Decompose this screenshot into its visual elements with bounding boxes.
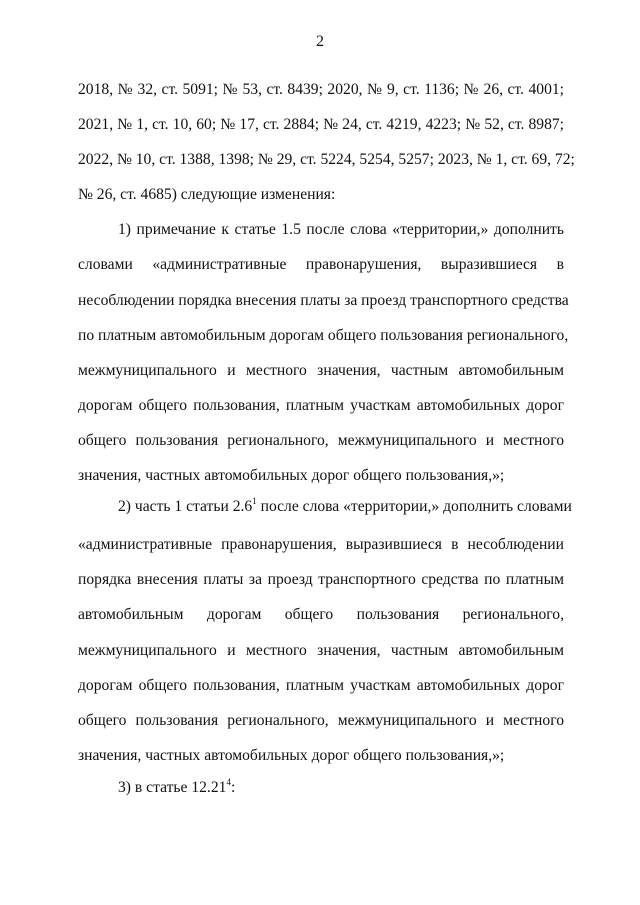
item-2-line	[78, 496, 572, 517]
superscript: 4	[226, 777, 231, 787]
text-fragment: 2) часть 1 статьи 2.6	[118, 498, 253, 515]
item-1-line: 1) примечание к статье 1.5 после слова «территории,» дополнить	[118, 221, 564, 238]
text-line: «административные правонарушения, выразившиеся в несоблюдении	[78, 536, 564, 553]
text-line: автомобильным дорогам общего пользования регионального,	[78, 606, 564, 623]
text-line: несоблюдении порядка внесения платы за проезд транспортного средства	[78, 292, 569, 309]
text-line: словами «административные правонарушения, выразившиеся в	[78, 256, 564, 273]
text-fragment: 3) в статье 12.21	[118, 779, 227, 796]
text-line: межмуниципального и местного значения, частным автомобильным	[78, 642, 564, 659]
text-line: 2022, № 10, ст. 1388, 1398; № 29, ст. 5224, 5254, 5257; 2023, № 1, ст. 69, 72;	[78, 151, 575, 168]
item-3-line	[78, 778, 564, 798]
text-line: межмуниципального и местного значения, частным автомобильным	[78, 362, 564, 379]
superscript: 1	[252, 496, 257, 506]
text-line: значения, частных автомобильных дорог общего пользования,»;	[78, 467, 505, 484]
text-line: 2018, № 32, ст. 5091; № 53, ст. 8439; 2020, № 9, ст. 1136; № 26, ст. 4001;	[78, 81, 564, 98]
text-line: 2021, № 1, ст. 10, 60; № 17, ст. 2884; № 24, ст. 4219, 4223; № 52, ст. 8987;	[78, 116, 564, 133]
text-line: общего пользования регионального, межмуниципального и местного	[78, 432, 564, 449]
text-fragment: после слова «территории,» дополнить словами	[256, 498, 572, 515]
text-line: № 26, ст. 4685) следующие изменения:	[78, 186, 336, 203]
text-line: дорогам общего пользования, платным участкам автомобильных дорог	[78, 677, 564, 694]
page-number: 2	[316, 33, 324, 50]
text-line: по платным автомобильным дорогам общего пользования регионального,	[78, 327, 569, 344]
text-line: значения, частных автомобильных дорог общего пользования,»;	[78, 747, 505, 764]
text-line: дорогам общего пользования, платным участкам автомобильных дорог	[78, 397, 564, 414]
text-line: порядка внесения платы за проезд транспортного средства по платным	[78, 571, 564, 588]
text-fragment: :	[230, 779, 236, 796]
text-line: общего пользования регионального, межмуниципального и местного	[78, 712, 564, 729]
